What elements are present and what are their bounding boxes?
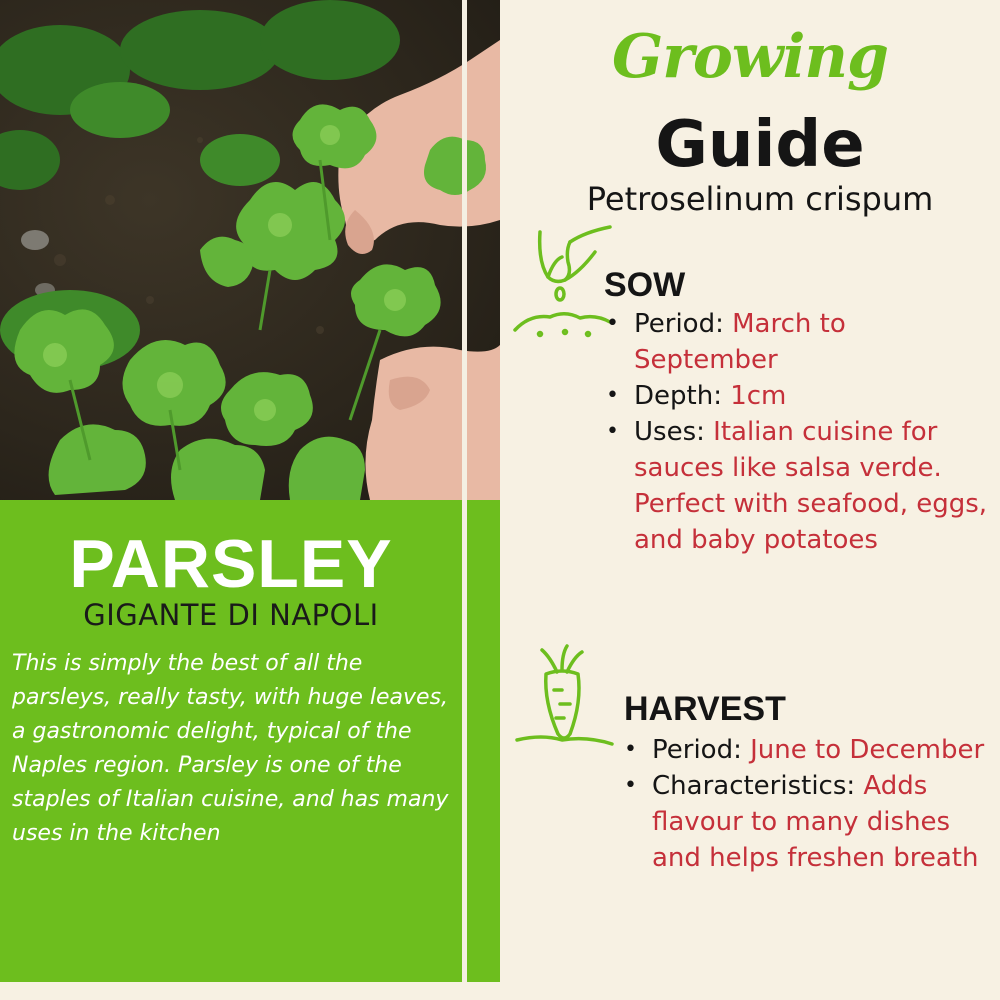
sow-period-value: March to September	[634, 309, 846, 375]
harvest-title: HARVEST	[624, 690, 786, 728]
sow-uses-label: Uses:	[634, 417, 705, 447]
harvest-period-item	[622, 732, 994, 768]
sow-depth-item	[604, 378, 994, 414]
title-growing: Growing	[612, 22, 888, 92]
harvest-period-value: June to December	[750, 735, 985, 765]
sow-uses-value: Italian cuisine for sauces like salsa verde. Perfect with seafood, eggs, and baby potatoes	[634, 417, 988, 555]
sow-period-item	[604, 306, 994, 378]
sow-title: SOW	[604, 266, 686, 304]
sow-period-label: Period:	[634, 309, 724, 339]
harvest-period-label: Period:	[652, 735, 742, 765]
latin-name: Petroselinum crispum	[586, 180, 934, 218]
carrot-in-ground-icon	[512, 642, 622, 757]
harvest-characteristics-label: Characteristics:	[652, 771, 856, 801]
sow-depth-label: Depth:	[634, 381, 722, 411]
sow-list	[604, 306, 994, 558]
harvest-characteristics-item	[622, 768, 994, 876]
variety-name: GIGANTE DI NAPOLI	[83, 598, 379, 632]
title-guide: Guide	[655, 108, 865, 182]
bottom-strip	[0, 982, 1000, 1000]
product-description: This is simply the best of all the parsleys, really tasty, with huge leaves, a gastronomic delight, typical of the Naples region. Parsley is one of the staples of Italian cuisine, and has many uses in the kitchen	[12, 651, 449, 846]
sow-depth-value: 1cm	[730, 381, 787, 411]
parsley-photo	[0, 0, 500, 500]
sow-uses-item	[604, 414, 994, 558]
divider-line	[462, 0, 467, 982]
harvest-list	[622, 732, 994, 876]
harvest-characteristics-value: Adds flavour to many dishes and helps freshen breath	[652, 771, 979, 873]
parsley-plants-hands-icon	[0, 0, 500, 500]
product-panel-edge	[467, 500, 500, 982]
product-name: PARSLEY	[69, 526, 393, 602]
